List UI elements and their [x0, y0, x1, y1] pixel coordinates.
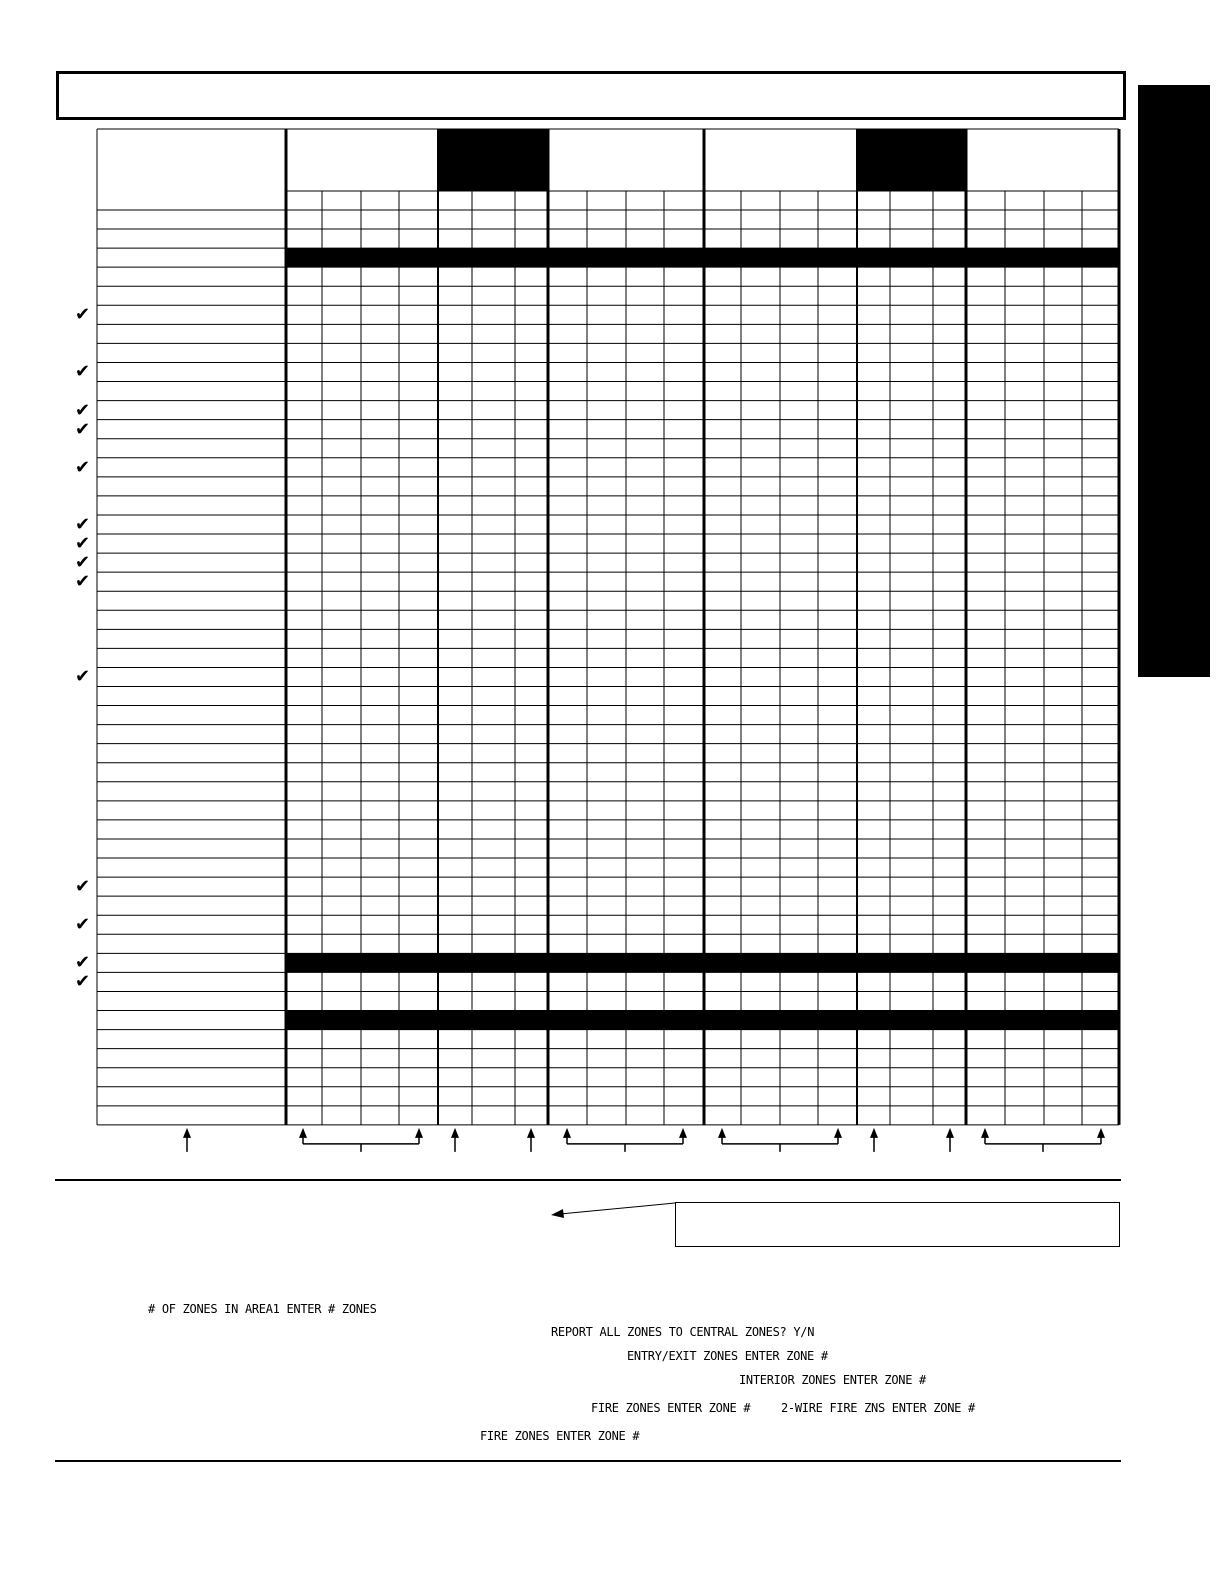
check-mark-icon: ✔: [75, 456, 91, 478]
header-dark-block: [857, 129, 966, 191]
check-mark-icon: ✔: [75, 666, 91, 688]
check-mark-icon: ✔: [75, 876, 91, 898]
check-mark-icon: ✔: [75, 533, 91, 555]
arrow-head: [527, 1128, 535, 1138]
arrow-head: [834, 1128, 842, 1138]
prompt-2wire-fire-zones: 2-WIRE FIRE ZNS ENTER ZONE #: [781, 1401, 975, 1415]
divider-top: [55, 1179, 1121, 1181]
arrow-head: [451, 1128, 459, 1138]
arrow-head: [183, 1128, 191, 1138]
prompt-fire-zones: FIRE ZONES ENTER ZONE #: [591, 1401, 751, 1415]
prompt-zones-in-area: # OF ZONES IN AREA1 ENTER # ZONES: [148, 1302, 377, 1316]
check-mark-icon: ✔: [75, 952, 91, 974]
arrow-head: [946, 1128, 954, 1138]
prompt-fire-zones-2: FIRE ZONES ENTER ZONE #: [480, 1429, 640, 1443]
callout-box: [675, 1202, 1120, 1247]
arrow-head: [415, 1128, 423, 1138]
check-mark-icon: ✔: [75, 914, 91, 936]
check-mark-icon: ✔: [75, 304, 91, 326]
check-mark-icon: ✔: [75, 418, 91, 440]
arrow-head: [299, 1128, 307, 1138]
callout-pointer: [560, 1203, 675, 1214]
check-mark-icon: ✔: [75, 971, 91, 993]
prompt-entry-exit-zones: ENTRY/EXIT ZONES ENTER ZONE #: [627, 1349, 828, 1363]
prompt-report-all-zones: REPORT ALL ZONES TO CENTRAL ZONES? Y/N: [551, 1325, 815, 1339]
header-dark-block: [438, 129, 548, 191]
arrow-head: [981, 1128, 989, 1138]
arrow-head: [1097, 1128, 1105, 1138]
check-mark-icon: ✔: [75, 513, 91, 535]
prompt-interior-zones: INTERIOR ZONES ENTER ZONE #: [739, 1373, 926, 1387]
callout-pointer-head: [551, 1209, 564, 1218]
divider-bottom: [55, 1460, 1121, 1462]
check-mark-icon: ✔: [75, 399, 91, 421]
arrow-head: [718, 1128, 726, 1138]
check-mark-icon: ✔: [75, 552, 91, 574]
arrow-head: [870, 1128, 878, 1138]
check-mark-icon: ✔: [75, 571, 91, 593]
arrow-head: [563, 1128, 571, 1138]
check-mark-icon: ✔: [75, 361, 91, 383]
arrow-head: [679, 1128, 687, 1138]
